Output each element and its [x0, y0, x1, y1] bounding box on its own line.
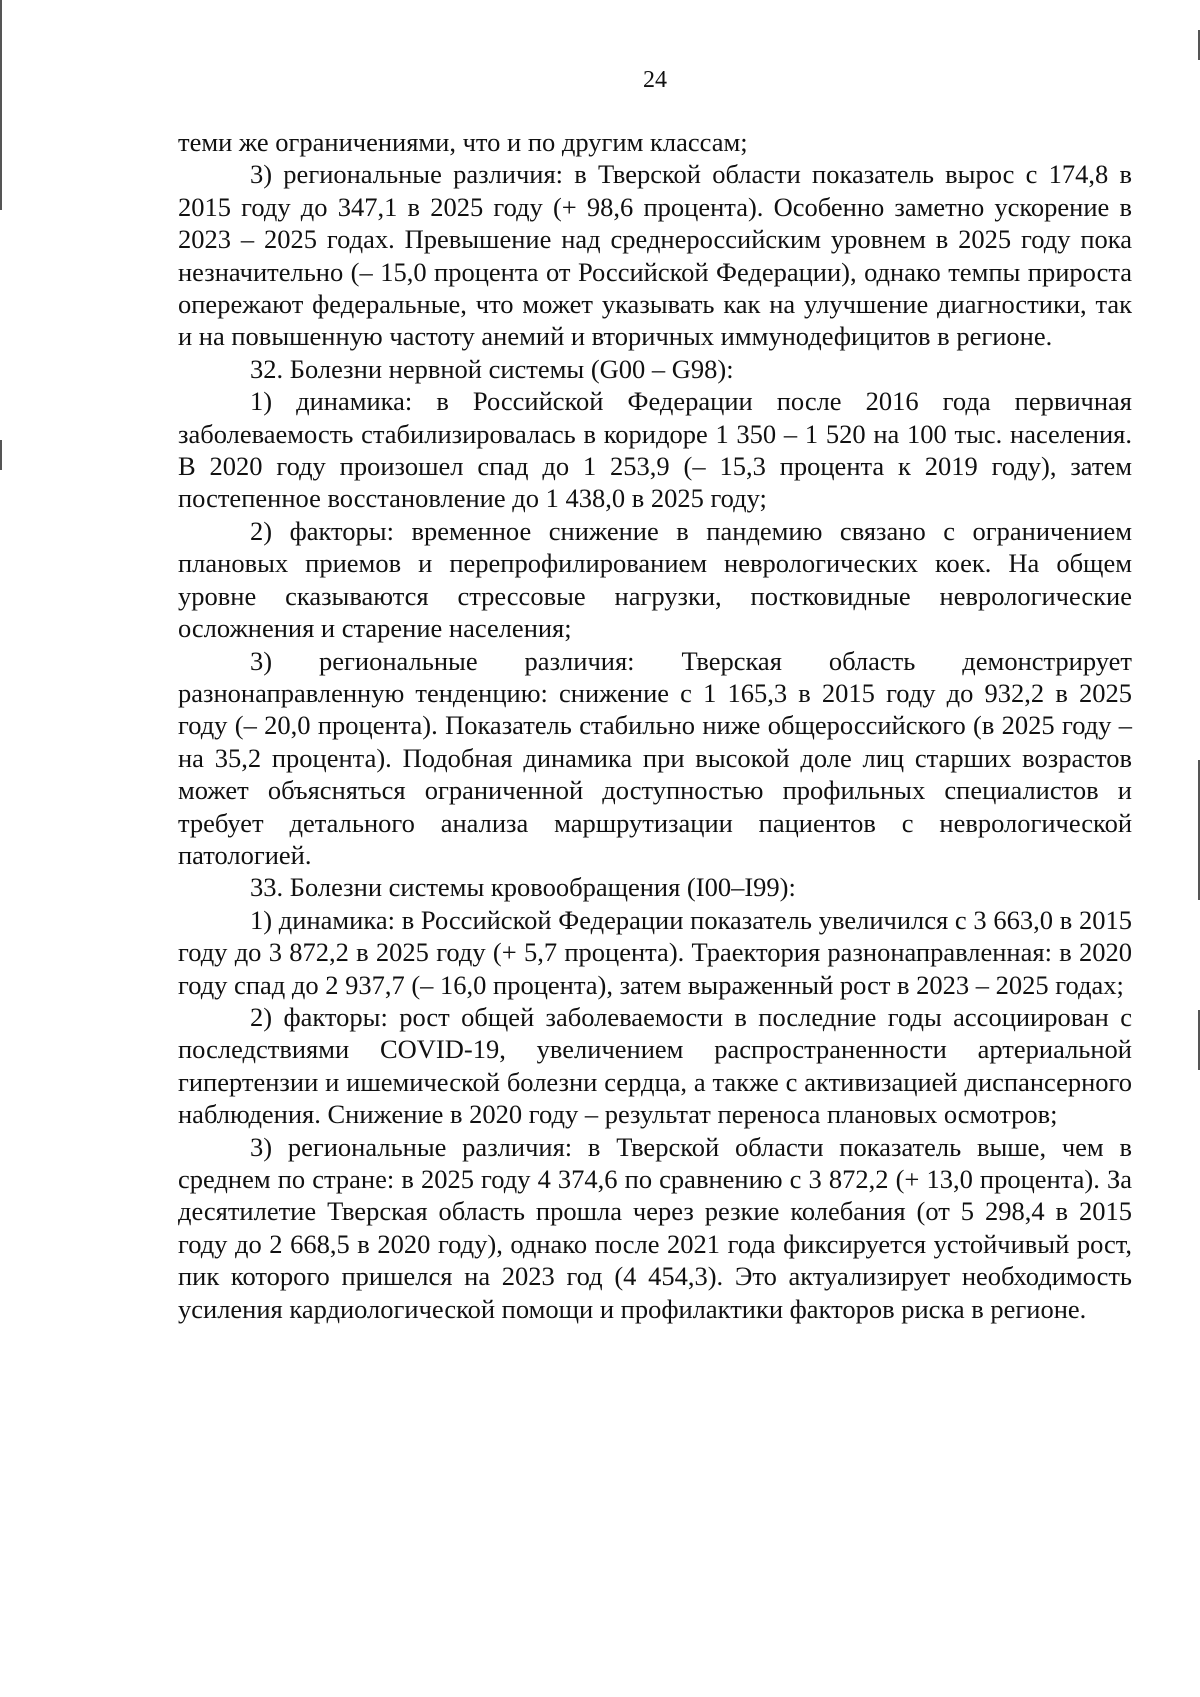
- paragraph: 3) региональные различия: в Тверской области показатель выше, чем в среднем по стране: в 2025 году 4 374,6 по сравнению с 3 872,2 (+ 13,0 процента). За десятилетие Тверская область прошла через резкие колебания (от 5 298,4 в 2015 году до 2 668,5 в 2020 году), однако после 2021 года фиксируется устойчивый рост, пик которого пришелся на 2023 год (4 454,3). Это актуализирует необходимость усиления кардиологической помощи и профилактики факторов риска в регионе.: [178, 1131, 1132, 1324]
- scan-edge-mark: [0, 440, 2, 470]
- paragraph: 33. Болезни системы кровообращения (I00–I99):: [250, 872, 796, 903]
- paragraph: теми же ограничениями, что и по другим классам;: [178, 127, 748, 157]
- paragraph: 1) динамика: в Российской Федерации показатель увеличился с 3 663,0 в 2015 году до 3 872,2 в 2025 году (+ 5,7 процента). Траектория разнонаправленная: в 2020 году спад до 2 937,7 (– 16,0 процента), затем выраженный рост в 2023 – 2025 годах;: [178, 904, 1132, 1000]
- paragraph: 1) динамика: в Российской Федерации после 2016 года первичная заболеваемость стабилизировалась в коридоре 1 350 – 1 520 на 100 тыс. населения. В 2020 году произошел спад до 1 253,9 (– 15,3 процента к 2019 году), затем постепенное восстановление до 1 438,0 в 2025 году;: [178, 386, 1132, 514]
- paragraph: 3) региональные различия: в Тверской области показатель вырос с 174,8 в 2015 году до 347,1 в 2025 году (+ 98,6 процента). Особенно заметно ускорение в 2023 – 2025 годах. Превышение над среднероссийским уровнем в 2025 году пока незначительно (– 15,0 процента от Российской Федерации), однако темпы прироста опережают федеральные, что может указывать как на улучшение диагностики, так и на повышенную частоту анемий и вторичных иммунодефицитов в регионе.: [178, 159, 1132, 352]
- paragraph: 3) региональные различия: Тверская область демонстрирует разнонаправленную тенденцию: снижение с 1 165,3 в 2015 году до 932,2 в 2025 году (– 20,0 процента). Показатель стабильно ниже общероссийского (в 2025 году – на 35,2 процента). Подобная динамика при высокой доле лиц старших возрастов может объясняться ограниченной доступностью профильных специалистов и требует детального анализа маршрутизации пациентов с неврологической патологией.: [178, 645, 1132, 870]
- page-number: 24: [643, 67, 667, 93]
- scan-edge-mark: [0, 0, 2, 210]
- paragraph: 2) факторы: рост общей заболеваемости в последние годы ассоциирован с последствиями COVID-19, увеличением распространенности артериальной гипертензии и ишемической болезни сердца, а также с активизацией диспансерного наблюдения. Снижение в 2020 году – результат переноса плановых осмотров;: [178, 1001, 1132, 1130]
- document-body: [178, 126, 1132, 1325]
- paragraph: 2) факторы: временное снижение в пандемию связано с ограничением плановых приемов и перепрофилированием неврологических коек. На общем уровне сказываются стрессовые нагрузки, постковидные неврологические осложнения и старение населения;: [178, 515, 1132, 644]
- paragraph: 32. Болезни нервной системы (G00 – G98):: [250, 353, 734, 384]
